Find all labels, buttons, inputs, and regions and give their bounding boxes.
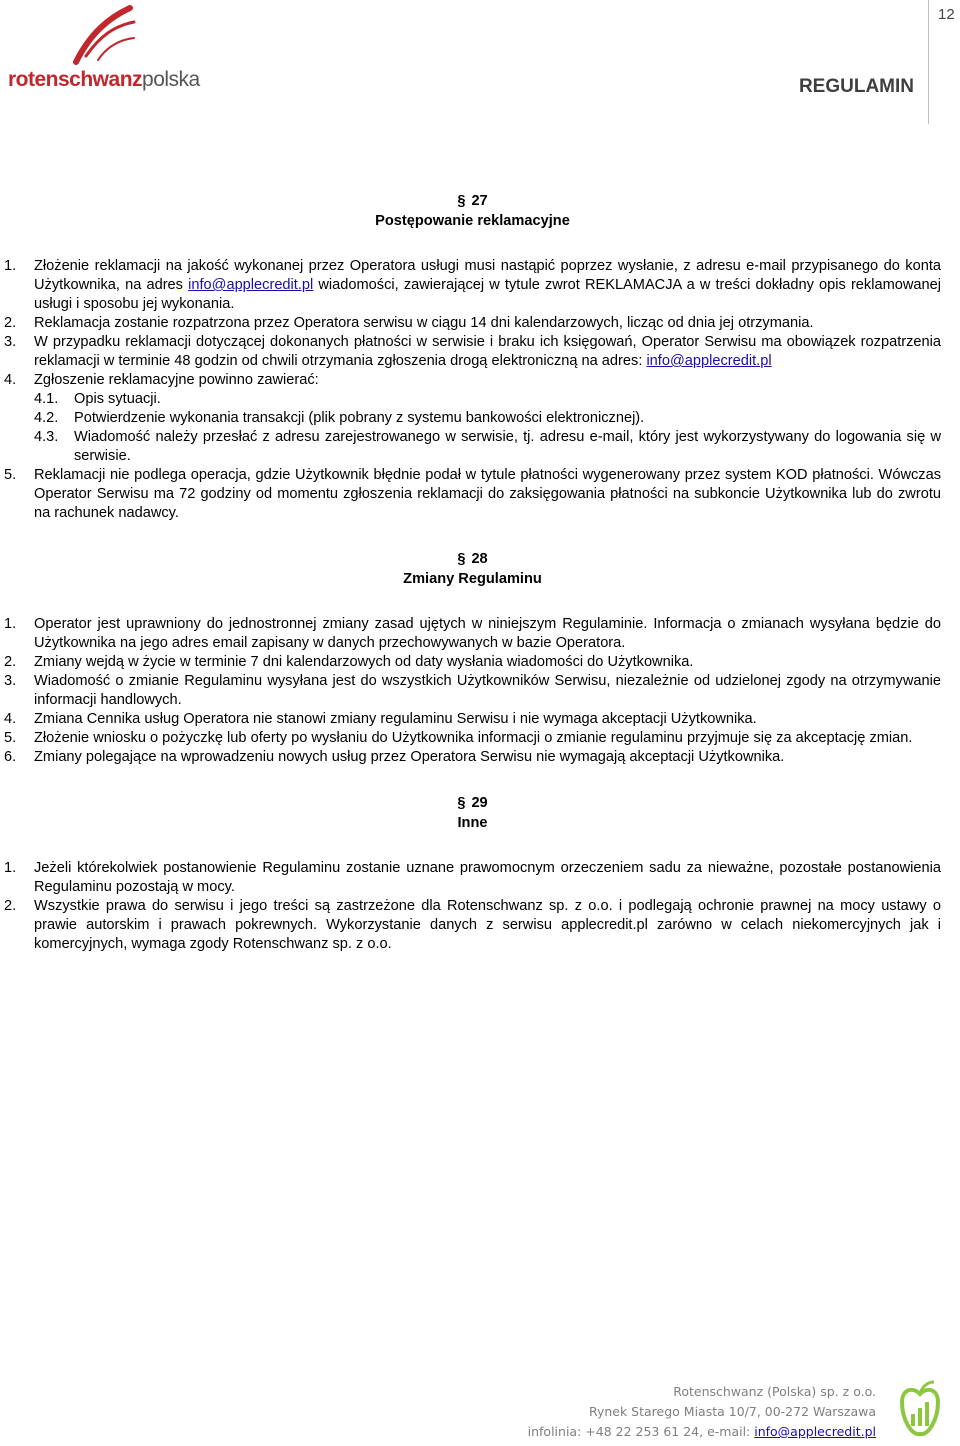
item-number: 1. [4, 258, 17, 274]
item-text-tail: wiadomości, zawierającej w tytule zwrot REKLAMACJA a w treści dokładny opis reklamowanej usługi i sposobu jej wykonania. [34, 277, 941, 312]
item-number: 2. [4, 898, 17, 914]
list-item [4, 653, 941, 672]
sub-item-number: 4.1. [34, 391, 59, 407]
section-29 [4, 793, 941, 954]
footer-contact-text: infolinia: +48 22 253 61 24, e-mail: [527, 1424, 755, 1439]
section-number [4, 191, 941, 211]
section-28 [4, 549, 941, 767]
footer-contact [528, 1422, 876, 1442]
item-number: 1. [4, 860, 17, 876]
item-text [34, 748, 941, 767]
item-text-main: Zmiany polegające na wprowadzeniu nowych usług przez Operatora Serwisu nie wymagają akceptacji Użytkownika. [34, 749, 785, 765]
section-list [4, 615, 941, 767]
list-item [4, 897, 941, 954]
list-item [4, 672, 941, 710]
section-title: Postępowanie reklamacyjne [375, 213, 570, 229]
item-text [34, 672, 941, 710]
document-body [4, 191, 941, 980]
item-number: 1. [4, 616, 17, 632]
section-list [4, 257, 941, 523]
item-text-main: Wszystkie prawa do serwisu i jego treści są zastrzeżone dla Rotenschwanz sp. z o.o. i podlegają ochronie prawnej na mocy ustawy o prawie autorskim i prawach pokrewnych. Wykorzystanie danych z serwisu applecredit.pl zarówno w celach niekomercyjnych jak i komercyjnych, wymaga zgody Rotenschwanz sp. z o.o. [34, 898, 941, 952]
footer [528, 1382, 876, 1442]
sub-item-text: Potwierdzenie wykonania transakcji (plik pobrany z systemu bankowości elektronicznej). [74, 410, 645, 426]
list-item [4, 729, 941, 748]
document-title: REGULAMIN [798, 76, 914, 97]
section-heading [4, 549, 941, 589]
item-text-main: W przypadku reklamacji dotyczącej dokonanych płatności w serwisie i braku ich księgowań, Operator Serwisu ma obowiązek rozpatrzenia reklamacji w terminie 48 godzin od chwili otrzymania zgłoszenia drogą elektroniczną na adres: [34, 334, 941, 369]
brand-wordmark [8, 68, 200, 92]
item-number: 2. [4, 315, 17, 331]
item-text-main: Wiadomość o zmianie Regulaminu wysyłana jest do wszystkich Użytkowników Serwisu, niezależnie od udzielonej zgody na otrzymywanie informacji handlowych. [34, 673, 941, 708]
section-number-value: 28 [471, 551, 488, 567]
item-text [34, 466, 941, 523]
item-text-main: Operator jest uprawniony do jednostronnej zmiany zasad ujętych w niniejszym Regulaminie. Informacja o zmianach wysyłana będzie do Użytkownika na jego adres email zapisany w danych przechowywanych w bazie Operatora. [34, 616, 941, 651]
list-item [4, 371, 941, 390]
sub-item-text: Wiadomość należy przesłać z adresu zarejestrowanego w serwisie, tj. adresu e-mail, który jest wykorzystywany do logowania się w serwisie. [74, 429, 941, 464]
item-number: 4. [4, 372, 17, 388]
paragraph-symbol: § [457, 795, 466, 811]
section-number-value: 29 [471, 795, 488, 811]
footer-email-link[interactable]: info@applecredit.pl [754, 1424, 876, 1439]
item-text [34, 257, 941, 314]
section-number [4, 549, 941, 569]
item-number: 5. [4, 467, 17, 483]
item-text-main: Złożenie reklamacji na jakość wykonanej przez Operatora usługi musi nastąpić poprzez wysłanie, z adresu e-mail przypisanego do konta Użytkownika, na adres [34, 258, 941, 293]
header-divider [928, 0, 929, 124]
apple-logo-icon [894, 1380, 946, 1442]
section-number [4, 793, 941, 813]
item-text [34, 729, 941, 748]
paragraph-symbol: § [457, 193, 466, 209]
section-title: Zmiany Regulaminu [403, 571, 542, 587]
item-text-main: Zmiana Cennika usług Operatora nie stanowi zmiany regulaminu Serwisu i nie wymaga akceptacji Użytkownika. [34, 711, 757, 727]
email-link[interactable]: info@applecredit.pl [188, 277, 314, 293]
list-item [4, 748, 941, 767]
item-text [34, 897, 941, 954]
item-number: 3. [4, 334, 17, 350]
item-text-main: Złożenie wniosku o pożyczkę lub oferty po wysłaniu do Użytkownika informacji o zmianie regulaminu przyjmuje się za akceptację zmian. [34, 730, 913, 746]
item-text-main: Zgłoszenie reklamacyjne powinno zawierać: [34, 372, 319, 388]
list-item [4, 257, 941, 314]
sub-list-item [4, 428, 941, 466]
email-link[interactable]: info@applecredit.pl [646, 353, 772, 369]
company-logo [8, 4, 198, 100]
sub-item-number: 4.2. [34, 410, 59, 426]
section-title: Inne [457, 815, 488, 831]
item-text-main: Jeżeli którekolwiek postanowienie Regulaminu zostanie uznane prawomocnym orzeczeniem sadu za nieważne, pozostałe postanowienia Regulaminu pozostają w mocy. [34, 860, 941, 895]
sub-list-item [4, 390, 941, 409]
sub-list-item [4, 409, 941, 428]
section-27 [4, 191, 941, 523]
item-number: 4. [4, 711, 17, 727]
footer-company: Rotenschwanz (Polska) sp. z o.o. [673, 1384, 876, 1399]
list-item [4, 314, 941, 333]
section-number-value: 27 [471, 193, 488, 209]
item-number: 2. [4, 654, 17, 670]
item-text [34, 371, 941, 390]
list-item [4, 615, 941, 653]
item-number: 3. [4, 673, 17, 689]
footer-address: Rynek Starego Miasta 10/7, 00-272 Warszawa [588, 1404, 876, 1419]
item-number: 5. [4, 730, 17, 746]
item-text [34, 333, 941, 371]
item-text [34, 710, 941, 729]
brand-part1: rotenschwanz [8, 68, 143, 91]
rotenschwanz-logo-icon [68, 4, 138, 66]
paragraph-symbol: § [457, 551, 466, 567]
item-text-main: Reklamacji nie podlega operacja, gdzie Użytkownik błędnie podał w tytule płatności wygenerowany przez system KOD płatności. Wówczas Operator Serwisu ma 72 godziny od momentu zgłoszenia reklamacji do zaksięgowania płatności na subkoncie Użytkownika lub do zwrotu na rachunek nadawcy. [34, 467, 941, 521]
page-number: 12 [938, 6, 955, 23]
sub-item-number: 4.3. [34, 429, 59, 445]
item-text [34, 314, 941, 333]
item-text-main: Reklamacja zostanie rozpatrzona przez Operatora serwisu w ciągu 14 dni kalendarzowych, licząc od dnia jej otrzymania. [34, 315, 814, 331]
list-item [4, 859, 941, 897]
section-heading [4, 191, 941, 231]
item-text-main: Zmiany wejdą w życie w terminie 7 dni kalendarzowych od daty wysłania wiadomości do Użytkownika. [34, 654, 694, 670]
section-list [4, 859, 941, 954]
section-heading [4, 793, 941, 833]
brand-part2: polska [142, 68, 200, 91]
sub-item-text: Opis sytuacji. [74, 391, 161, 407]
item-text [34, 859, 941, 897]
list-item [4, 710, 941, 729]
list-item [4, 333, 941, 371]
item-number: 6. [4, 749, 17, 765]
list-item [4, 466, 941, 523]
item-text [34, 653, 941, 672]
item-text [34, 615, 941, 653]
